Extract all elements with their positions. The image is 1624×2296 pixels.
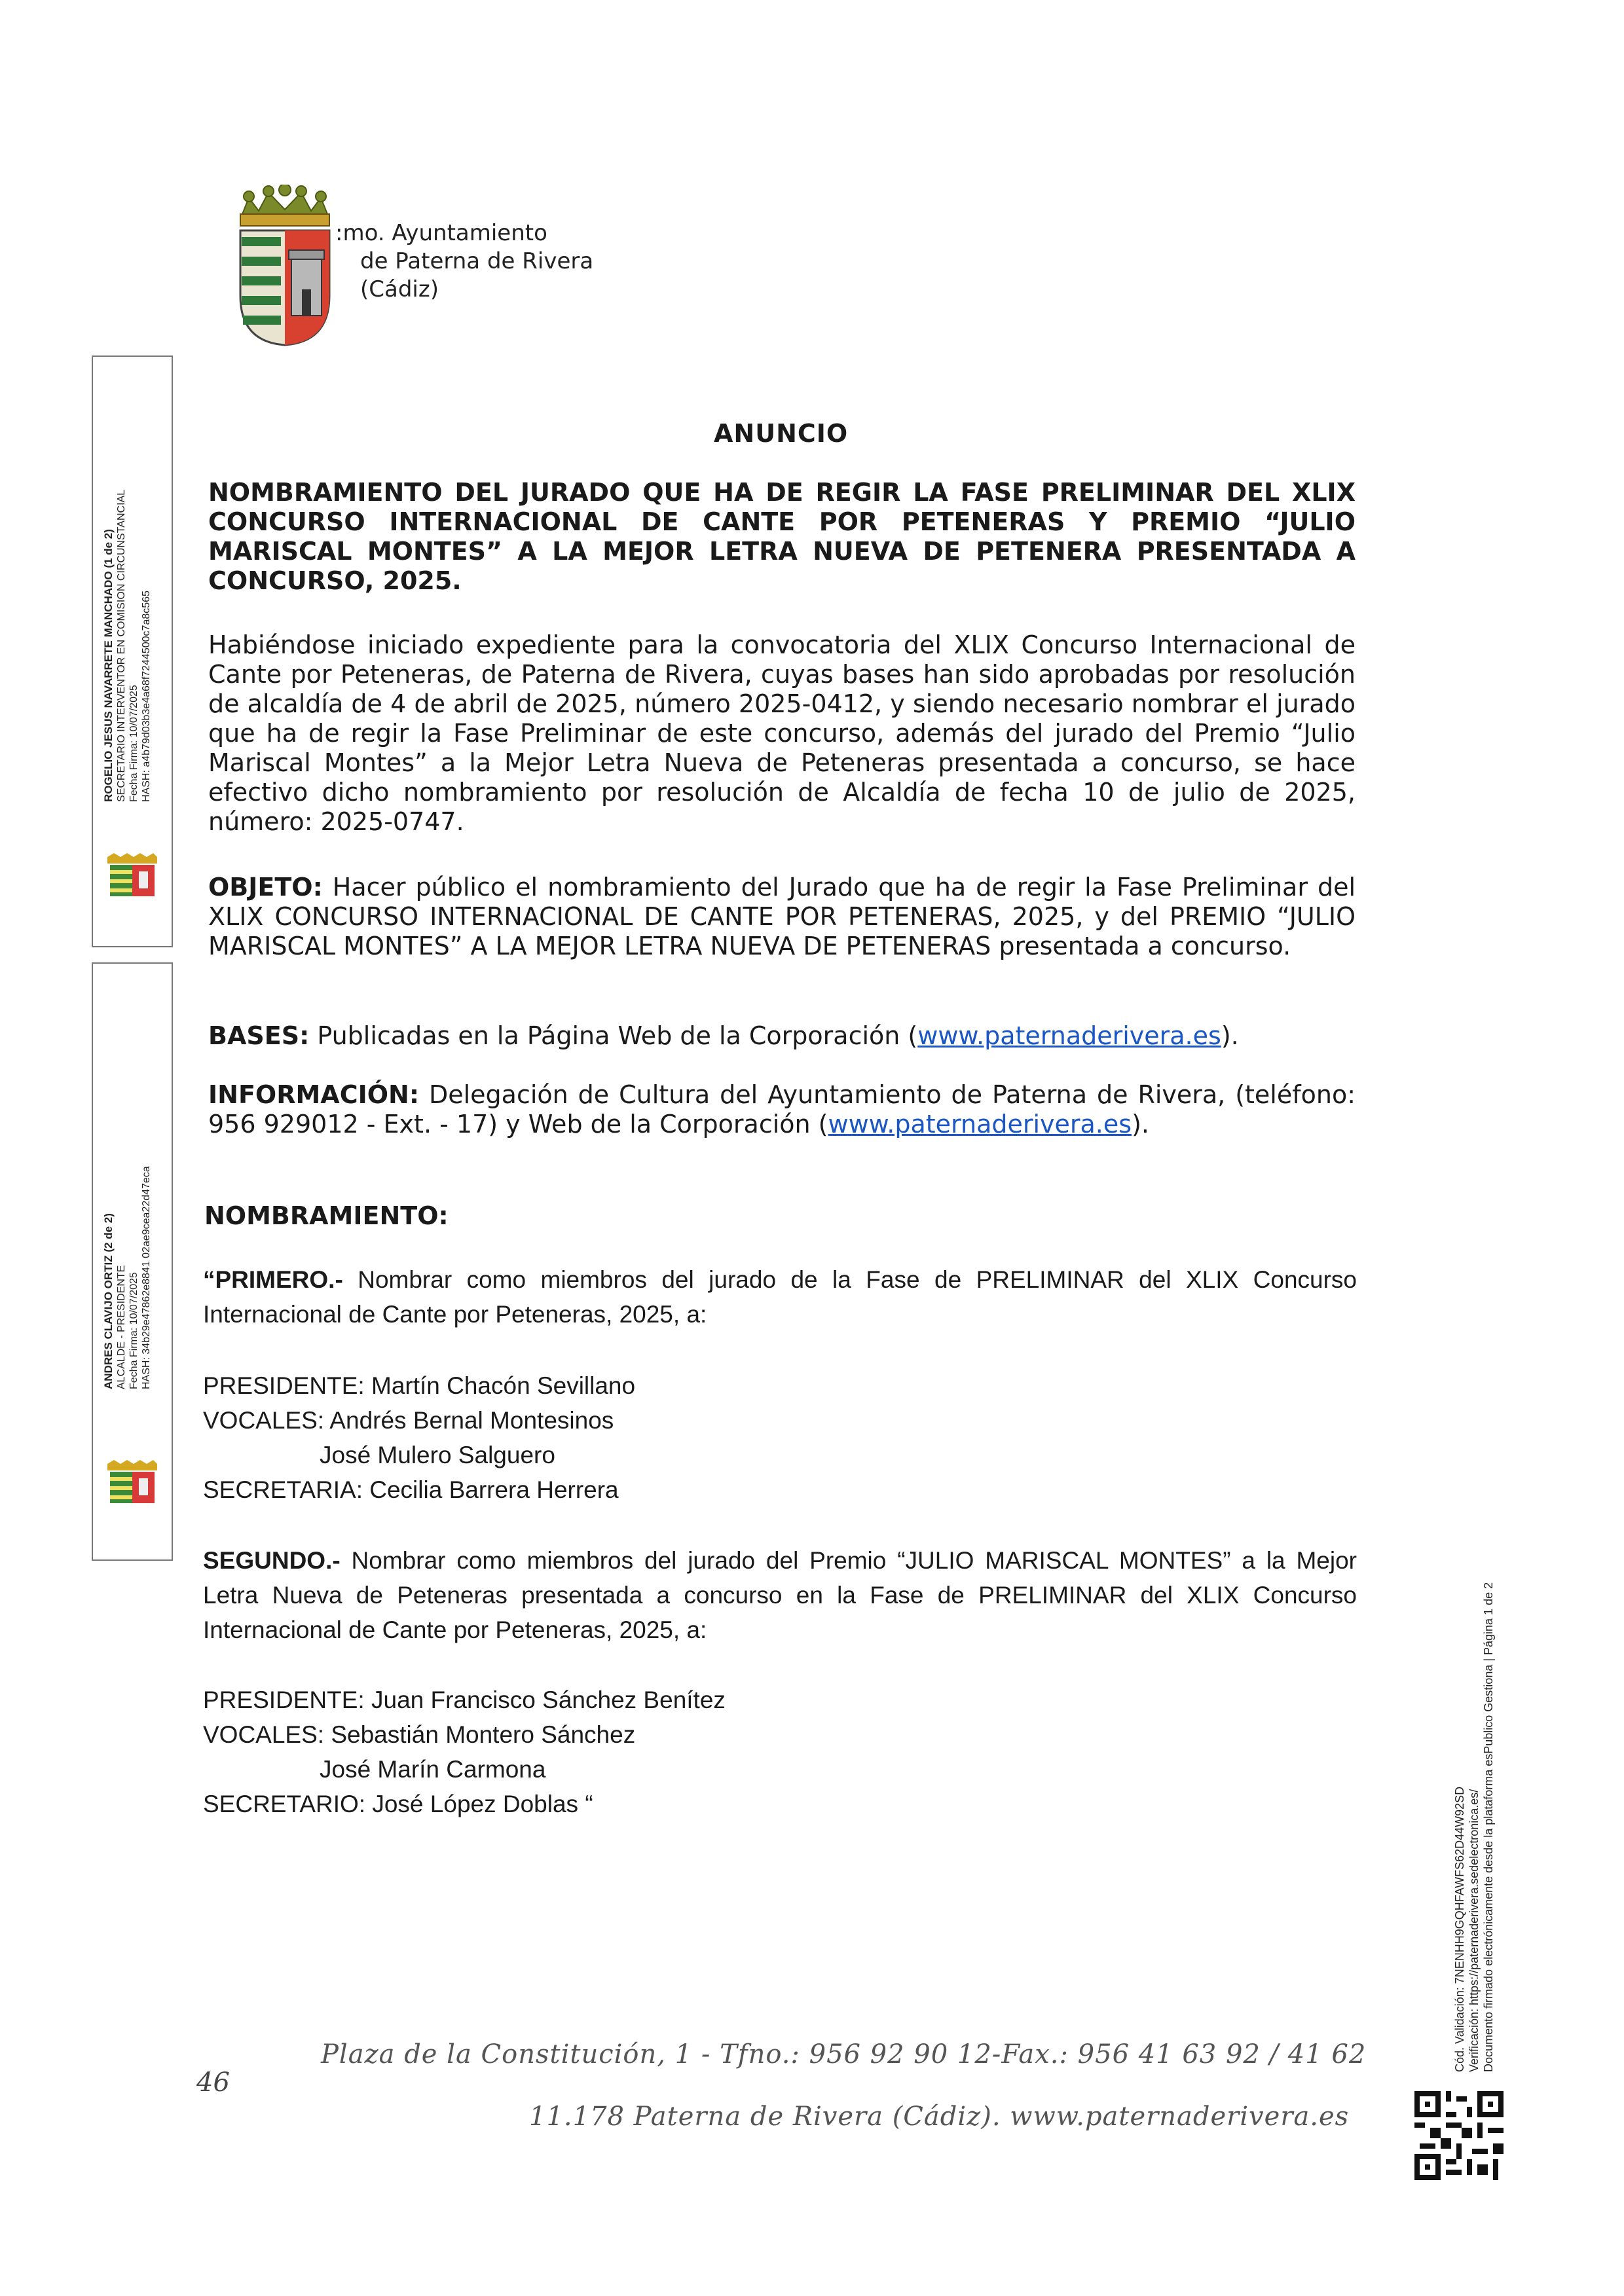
informacion-link[interactable]: www.paternaderivera.es (828, 1110, 1132, 1139)
footer-address: Plaza de la Constitución, 1 - Tfno.: 956 92 90 12-Fax.: 956 41 63 92 / 41 62 (321, 2039, 1367, 2069)
page-number: 46 (196, 2068, 230, 2098)
informacion-paragraph (208, 1080, 1356, 1139)
municipal-seal-icon (105, 853, 160, 899)
document-title: ANUNCIO (714, 419, 849, 448)
nombramiento-heading: NOMBRAMIENTO: (204, 1201, 449, 1230)
qr-code-icon (1414, 2091, 1504, 2180)
segundo-text: Nombrar como miembros del jurado del Premio “JULIO MARISCAL MONTES” a la Mejor Letra Nueva de Peteneras presentada a concurso en la Fase de PRELIMINAR del XLIX Concurso Internacional de Cante por Peteneras, 2025, a: (203, 1547, 1357, 1643)
bases-end: ). (1221, 1021, 1239, 1050)
segundo-lead: SEGUNDO.- (203, 1547, 341, 1574)
informacion-end: ). (1132, 1110, 1149, 1139)
segundo-member: José Marín Carmona (320, 1756, 546, 1783)
signature-box (92, 962, 173, 1561)
informacion-label: INFORMACIÓN: (208, 1080, 420, 1109)
signature-text (102, 490, 153, 802)
signer-name: ANDRES CLAVIJO ORTIZ (2 de 2) (102, 1213, 115, 1389)
primero-paragraph (203, 1262, 1357, 1332)
primero-lead: “PRIMERO.- (203, 1266, 343, 1293)
informacion-text: Delegación de Cultura del Ayuntamiento de Paterna de Rivera, (teléfono: 956 929012 - Ext. - 17) y Web de la Corporación ( (208, 1080, 1356, 1139)
document-heading: NOMBRAMIENTO DEL JURADO QUE HA DE REGIR LA FASE PRELIMINAR DEL XLIX CONCURSO INTERNACIONAL DE CANTE POR PETENERAS Y PREMIO “JULIO MARISCAL MONTES” A LA MEJOR LETRA NUEVA DE PETENERA PRESENTADA A CONCURSO, 2025. (208, 478, 1356, 595)
town-line-2: de Paterna de Rivera (360, 248, 594, 274)
primero-member: PRESIDENTE: Martín Chacón Sevillano (203, 1372, 636, 1399)
bases-text: Publicadas en la Página Web de la Corporación ( (309, 1021, 918, 1050)
signature-hash: HASH: 34b29e47862e8841 02ae9cea22d47eca (141, 1166, 152, 1389)
bases-label: BASES: (208, 1021, 310, 1050)
objeto-paragraph (208, 873, 1356, 961)
segundo-member: PRESIDENTE: Juan Francisco Sánchez Benítez (203, 1686, 726, 1713)
signature-text (102, 1166, 153, 1389)
intro-paragraph: Habiéndose iniciado expediente para la convocatoria del XLIX Concurso Internacional de Cante por Peteneras, de Paterna de Rivera, cuyas bases han sido aprobadas por resolución de alcaldía de 4 de abril de 2025, número 2025-0412, y siendo necesario nombrar el jurado que ha de regir la Fase Preliminar de este concurso, además del jurado del Premio “Julio Mariscal Montes” a la Mejor Letra Nueva de Peteneras presentada a concurso, se hace efectivo dicho nombramiento por resolución de Alcaldía de fecha 10 de julio de 2025, número: 2025-0747. (208, 630, 1356, 836)
primero-member: SECRETARIA: Cecilia Barrera Herrera (203, 1476, 619, 1503)
primero-member: VOCALES: Andrés Bernal Montesinos (203, 1407, 614, 1434)
verification-text (1452, 1582, 1496, 2072)
objeto-text: Hacer público el nombramiento del Jurado que ha de regir la Fase Preliminar del XLIX CONCURSO INTERNACIONAL DE CANTE POR PETENERAS, 2025, y del PREMIO “JULIO MARISCAL MONTES” A LA MEJOR LETRA NUEVA DE PETENERAS presentada a concurso. (208, 873, 1356, 960)
validation-code: Cód. Validación: 7NENHH9GQHFAWFS62D44W92SD (1453, 1786, 1466, 2072)
town-line-3: (Cádiz) (360, 276, 439, 302)
signer-name: ROGELIO JESUS NAVARRETE MANCHADO (1 de 2) (102, 529, 115, 802)
bases-paragraph (208, 1021, 1356, 1051)
signature-box (92, 355, 173, 947)
signer-role: SECRETARIO INTERVENTOR EN COMISION CIRCUNSTANCIAL (116, 489, 127, 802)
segundo-member: SECRETARIO: José López Doblas “ (203, 1791, 593, 1817)
verification-url: Verificación: https://paternaderivera.sedelectronica.es/ (1467, 1789, 1481, 2072)
town-line-1: :mo. Ayuntamiento (335, 220, 547, 246)
coat-of-arms-icon (232, 185, 337, 348)
segundo-paragraph (203, 1543, 1357, 1647)
municipal-seal-icon (105, 1460, 160, 1506)
signature-date: Fecha Firma: 10/07/2025 (128, 1272, 139, 1389)
verification-note: Documento firmado electrónicamente desde la plataforma esPublico Gestiona | Página 1 de 2 (1482, 1582, 1495, 2072)
primero-member: José Mulero Salguero (320, 1442, 555, 1468)
segundo-member: VOCALES: Sebastián Montero Sánchez (203, 1721, 636, 1748)
signature-hash: HASH: a4b79d03b3e4a68f7244500c7a8c565 (141, 591, 152, 802)
municipality-name (335, 219, 593, 304)
footer-city: 11.178 Paterna de Rivera (Cádiz). www.paternaderivera.es (529, 2102, 1350, 2132)
signature-date: Fecha Firma: 10/07/2025 (128, 685, 139, 802)
objeto-label: OBJETO: (208, 873, 323, 902)
bases-link[interactable]: www.paternaderivera.es (917, 1021, 1221, 1050)
primero-text: Nombrar como miembros del jurado de la Fase de PRELIMINAR del XLIX Concurso Internacional de Cante por Peteneras, 2025, a: (203, 1266, 1357, 1328)
signer-role: ALCALDE - PRESIDENTE (116, 1265, 127, 1389)
